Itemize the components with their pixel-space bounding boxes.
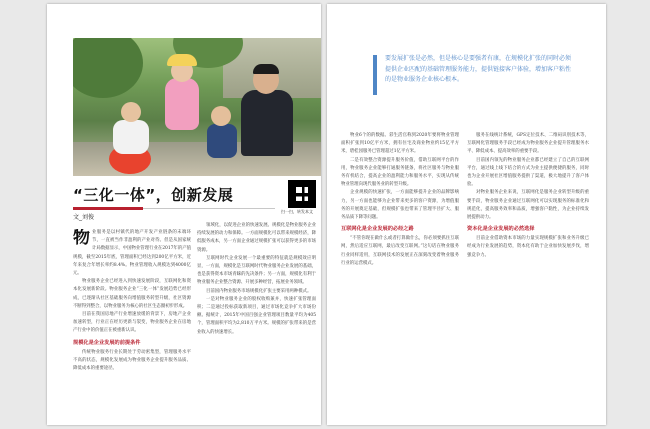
- photo-boy-right-head: [211, 106, 231, 126]
- photo-girl-hat: [167, 54, 197, 66]
- right-page: [327, 4, 606, 425]
- body-paragraph: 目前企业借助资本市场的力量实现规模扩张和业务升级已经成为行业发展的趋势，资本化有助于企业加快发展步伐，增强竞争力。: [467, 236, 589, 258]
- body-paragraph: “不管你现在做什么或者打算做什么，你必须要抓住互联网，然后适应互联网，最后改变互联网。”这句话在物业服务行业同样适用，互联网技术的发展正在深刻改变着物业服务行业的运营模式。: [341, 236, 459, 266]
- qr-caption: 扫一扫，转发本文: [281, 209, 313, 214]
- photo-girl: [165, 78, 199, 130]
- photo-boy-left-head: [121, 102, 141, 122]
- left-column-1: [73, 229, 191, 421]
- body-paragraph: 传统物业服务行业长期处于劳动密集型，管理服务水平不高的状态，规模化发展成为物业服务企业提升服务品质、降低成本的重要途径。: [73, 349, 191, 372]
- left-page: [47, 4, 321, 425]
- photo-man: [241, 90, 293, 156]
- author-byline: 文_刘俊: [73, 214, 95, 221]
- body-paragraph: 一是对物业服务企业的股权收购兼并，快速扩张管理面积；二是通过投标获取新项目，通过市场化竞争扩大市场份额。据统计，2015年中国百强企业管理项目数量平均为405个，管理面积平均为2,810万平方米。规模的扩张带来的是营业收入的快速增长。: [197, 296, 316, 335]
- body-paragraph: 物业6个的的数据。彩生活官称到2020年要将物业管理面积扩张到10亿平方米，拥有住宅及商业物业约15亿平方米，碧桂园服务已管理超过1亿平方米。: [341, 133, 459, 155]
- photo-tree: [73, 38, 143, 98]
- photo-boy-left: [113, 120, 149, 154]
- body-paragraph: 物业服务企业已经进入到快速发展阶段，互联网化和资本化发展新阶段。物业服务企业“三化一体”发展趋势已经形成，已逐渐从社区基础服务向增值服务转型升级，社区资源不断得到整合，以物业服务为核心的社区生态圈初步形成。: [73, 279, 191, 309]
- body-paragraph: 互联网时代企业发展一个最重要的特征就是规模效应明显，一方面，规模化是互联网时代物业服务企业发展的基础，也是获得资本市场青睐的先决条件；另一方面，规模化有利于物业服务企业整合资源、开展多种经营，拓展业务领域。: [197, 255, 316, 286]
- photo-man-hair: [253, 64, 279, 74]
- first-paragraph: [73, 229, 191, 278]
- section-heading: 资本化是企业发展的必然选择: [467, 226, 535, 233]
- body-paragraph: 目前国内物业服务市场规模化扩张主要采用两种模式。: [206, 288, 312, 294]
- drop-cap: 物: [73, 229, 90, 248]
- body-paragraph: 目前国内领先的物业服务企业都已经建立了自己的互联网平台，通过线上线下结合的方式为业主提供便捷的服务，同时也为企业开展社区增值服务提供了渠道，极大地提升了客户体验。: [467, 157, 589, 188]
- right-column-2: [467, 132, 589, 421]
- section-heading: 互联网化是企业发展的必经之路: [341, 226, 414, 233]
- qr-code-icon: [288, 180, 316, 208]
- paragraph-text: 业服务是以村镇代的地产开发产业链条的末端环节，一直被当作非盈利的产业对待。但是从国家统计局数据显示，中国物业管理行业在2017年的产值规模，截至2015年底，管理面积已经达到200亿平方米，近年来复合年增长率约8.4%。物业管理收入规模达到4000亿元。: [73, 230, 191, 277]
- pull-quote-bar: [373, 55, 377, 95]
- article-title: “三化一体”，创新发展: [73, 186, 234, 204]
- body-paragraph: 目前在我国房地产行业增速放缓的背景下，房地产企业加速转型，行业正在经历更新与裂变，物业服务企业在房地产行业中的价值正在被重新认识。: [73, 312, 191, 334]
- photo-boy-right: [207, 124, 237, 158]
- body-paragraph: 二是有效整合资源提升服务价值，借助互联网平台的作用，物业服务企业能够打通服务链条，将社区服务与物业服务有机结合，提高企业的盈利能力和服务水平，实现从传统物业管理向现代服务业的转型升级。: [341, 157, 459, 188]
- body-paragraph: 对物业服务企业来说，互联网化是服务企业转型升级的重要手段，物业服务企业通过互联网化可以实现服务的标准化和规范化，提高服务效率和品质，增强客户黏性，为企业持续发展提供动力。: [467, 190, 589, 221]
- body-paragraph: 领域化，以促进企业的快速发展。规模化是物业服务企业持续发展的动力和保障。一方面规模化可以带来规模经济，降低服务成本，另一方面企业通过规模扩张可以获得更多的市场资源。: [197, 223, 316, 253]
- pull-quote: 要发展扩张是必然，但是核心是要强者有康，在规模化扩张的同时必须提供企业匹配的基础管理服务能力，提供链接客户体验，增加客户粘性的是物业服务企业核心根本。: [385, 55, 572, 84]
- left-column-2: [197, 222, 316, 421]
- body-paragraph: 企业规模的快速扩张，一方面能够提升企业的品牌影响力，另一方面也能够为企业带来更多的客户资源，为增值服务的开展奠定基础，但规模扩张也带来了管理半径扩大、服务品质下降等问题。: [341, 190, 459, 221]
- title-accent-bar: [73, 207, 143, 210]
- title-divider: [73, 208, 275, 209]
- right-column-1: [341, 132, 459, 421]
- body-paragraph: 服务在线统计系统，GPS定位技术、二维码识别技术等，互联网化管理服务手段已经成为物业服务企业提升管理服务水平、降低成本、提高效率的重要手段。: [467, 133, 589, 155]
- family-photo: [73, 38, 321, 176]
- section-heading: 规模化是企业发展的前提条件: [73, 339, 141, 346]
